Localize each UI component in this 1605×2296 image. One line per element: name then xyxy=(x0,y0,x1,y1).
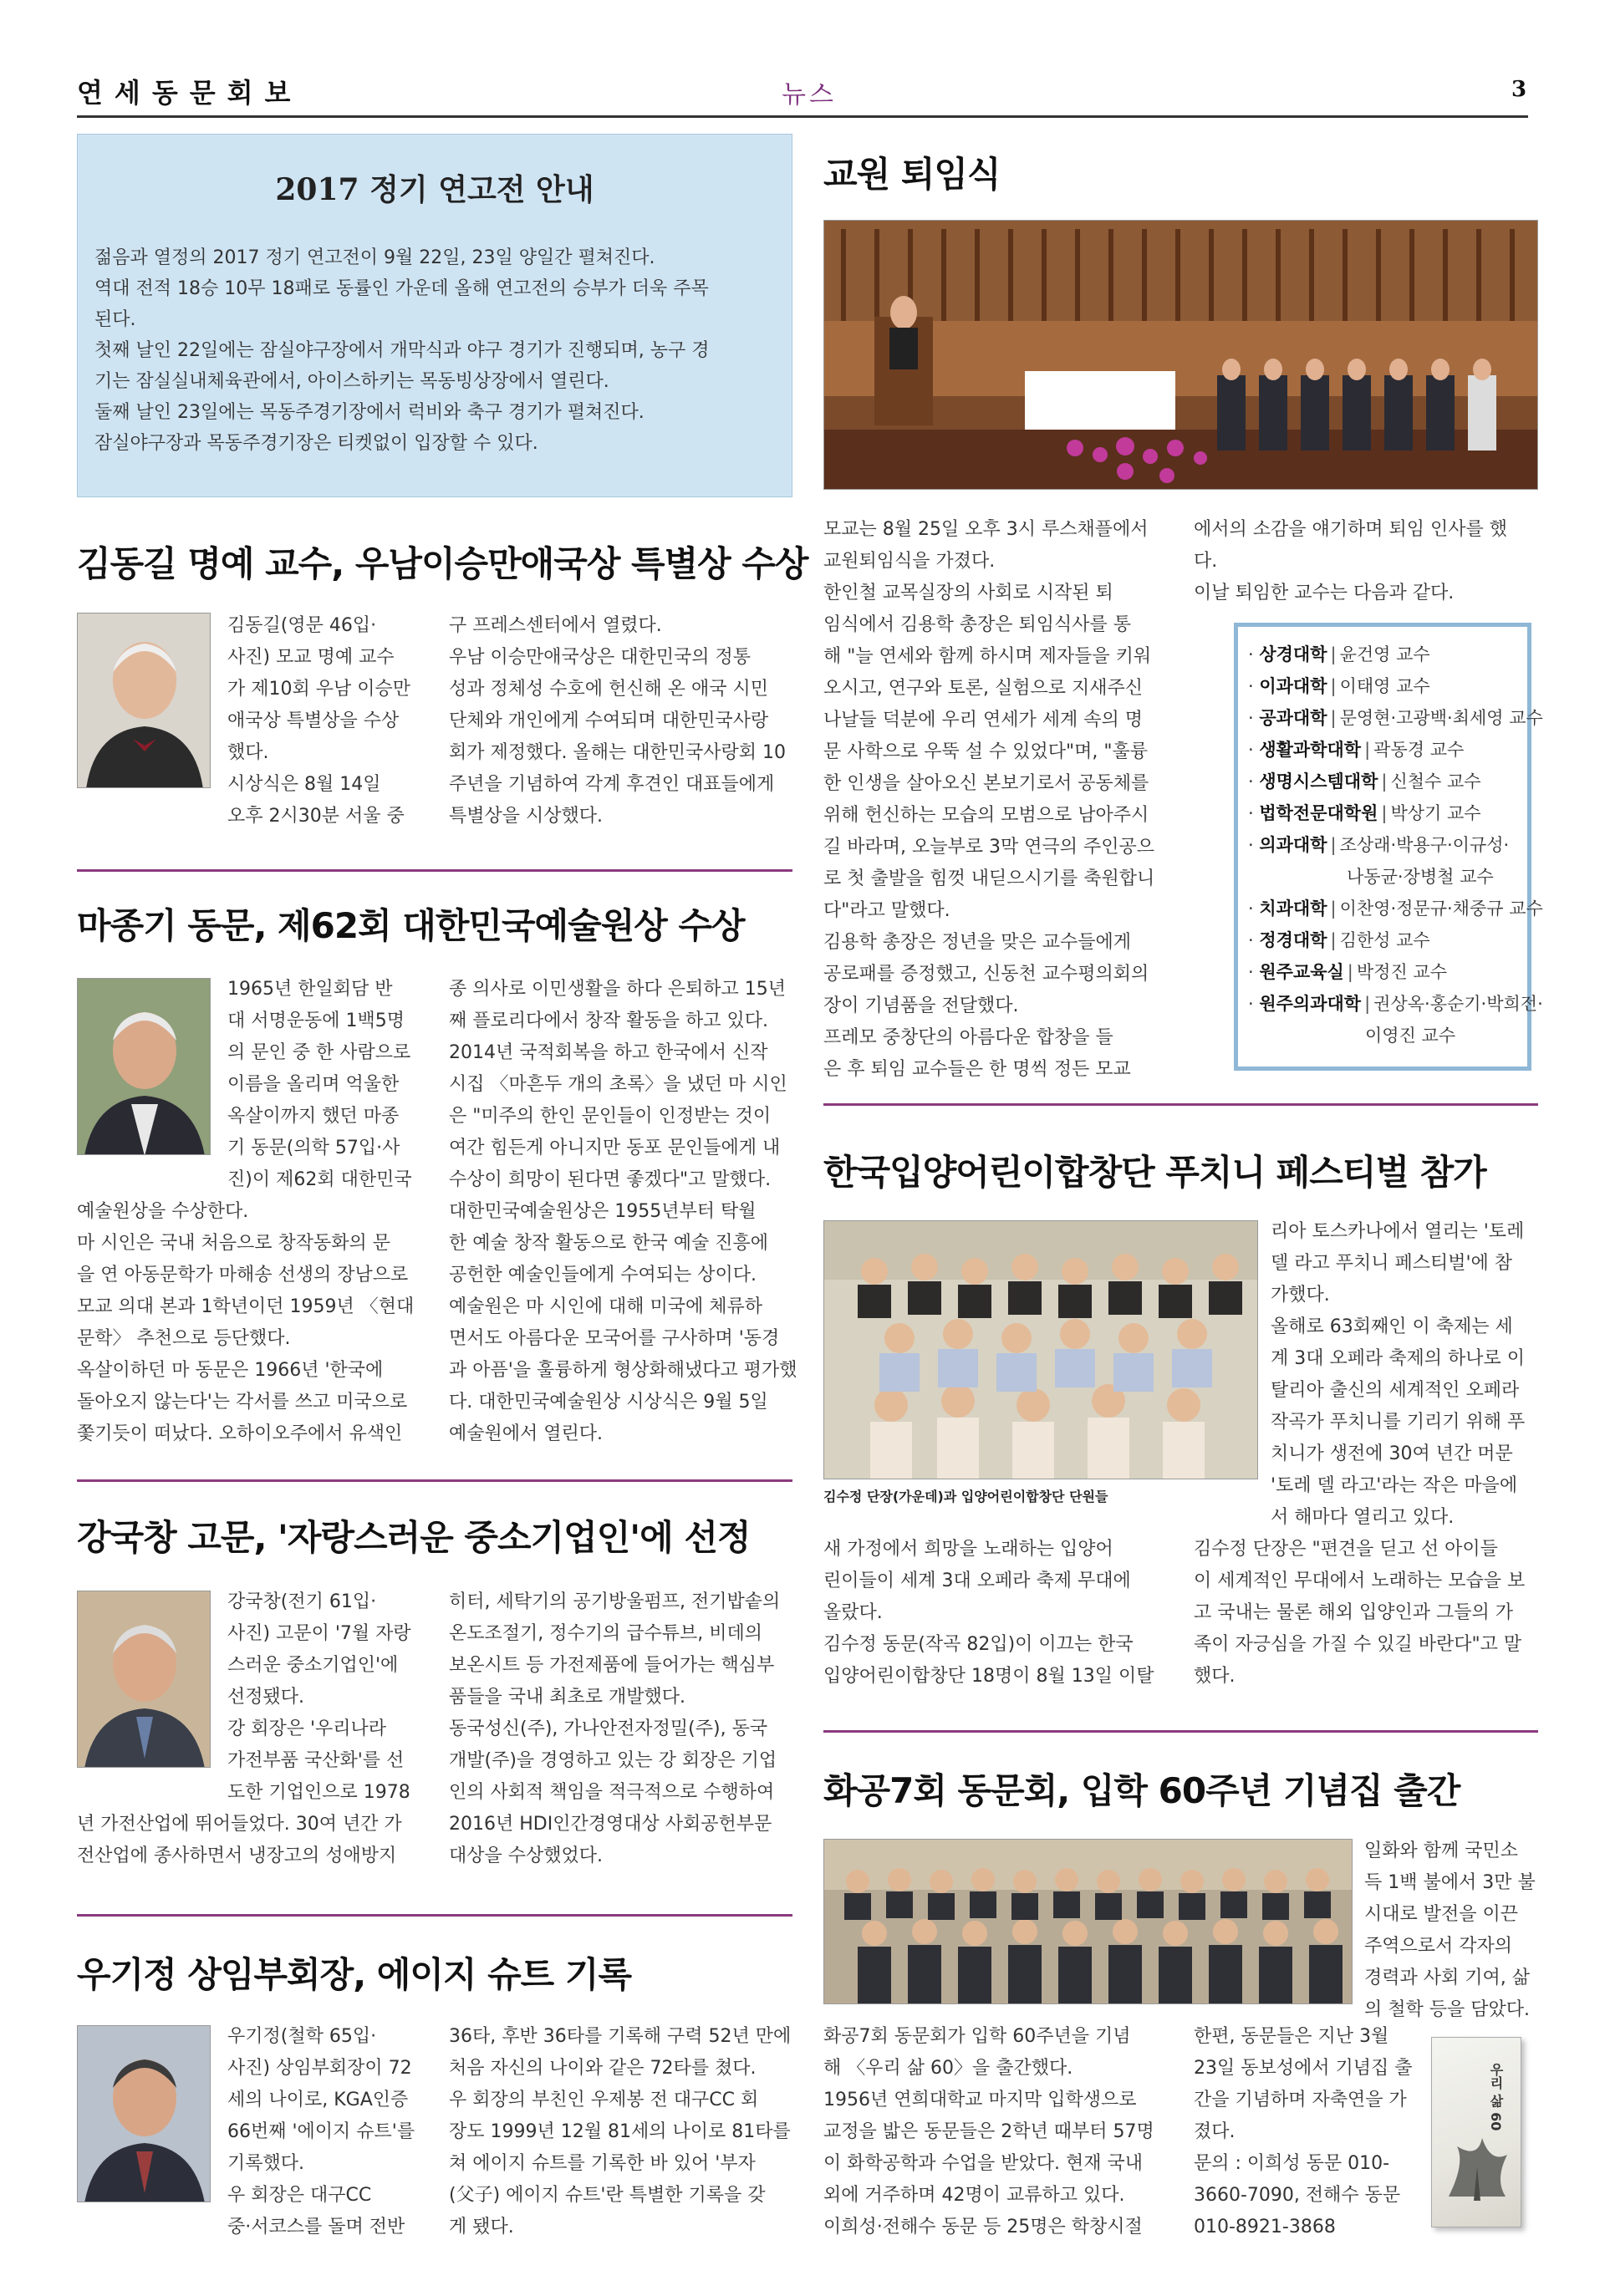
retiree-row: · 치과대학 | 이찬영·정문규·채중규 교수 xyxy=(1248,899,1543,919)
article-line: 1965년 한일회담 반 xyxy=(227,979,393,1000)
notice-line: 잠실야구장과 목동주경기장은 티켓없이 입장할 수 있다. xyxy=(94,433,538,454)
article-line: 경력과 사회 기여, 삶 xyxy=(1364,1968,1530,1988)
article-line: 스러운 중소기업인'에 xyxy=(227,1655,399,1676)
article-headline: 강국창 고문, '자랑스러운 중소기업인'에 선정 xyxy=(77,1517,751,1558)
article-line: 사진) 고문이 '7월 자랑 xyxy=(227,1623,411,1644)
article-line: 품들을 국내 최초로 개발했다. xyxy=(449,1687,685,1708)
article-line: 작곡가 푸치니를 기리기 위해 푸 xyxy=(1271,1412,1526,1433)
article-line: 예술원상을 수상한다. xyxy=(77,1201,249,1222)
article-column xyxy=(449,2021,800,2243)
group-image xyxy=(824,1840,1353,2004)
article-line: 옥살이까지 했던 마종 xyxy=(227,1106,400,1127)
article-line: 우 회장은 대구CC xyxy=(227,2185,372,2206)
article-line: 2014년 국적회복을 하고 한국에서 신작 xyxy=(449,1042,768,1063)
article-line: 애국상 특별상을 수상 xyxy=(227,710,400,731)
article-line: 기 동문(의학 57입·사 xyxy=(227,1138,400,1158)
article-column xyxy=(823,1534,1174,1693)
notice-line: 둘째 날인 23일에는 목동주경기장에서 럭비와 축구 경기가 펼쳐진다. xyxy=(94,402,645,423)
notice-line: 역대 전적 18승 10무 18패로 동률인 가운데 올해 연고전의 승부가 더욱 주목 xyxy=(94,278,709,299)
article-line: 탈리아 출신의 세계적인 오페라 xyxy=(1271,1380,1520,1401)
article-line: 도한 기업인으로 1978 xyxy=(227,1782,410,1803)
article-line: 보온시트 등 가전제품에 들어가는 핵심부 xyxy=(449,1655,775,1676)
article-line: 시상식은 8월 14일 xyxy=(227,774,381,795)
retiree-college: 생활과학대학 xyxy=(1259,740,1362,760)
book-cover xyxy=(1431,2037,1521,2227)
article-line: 대 서명운동에 1백5명 xyxy=(227,1011,405,1031)
article-line: 우기정(철학 65입· xyxy=(227,2026,377,2047)
retiree-row xyxy=(1248,1020,1517,1051)
article-line: 김수정 동문(작곡 82입)이 이끄는 한국 xyxy=(823,1634,1134,1655)
article-line: 여간 힘든게 아니지만 동포 문인들에게 내 xyxy=(449,1138,781,1158)
article-line: 사진) 모교 명예 교수 xyxy=(227,647,395,668)
article-line: 모교는 8월 25일 오후 3시 루스채플에서 xyxy=(823,519,1149,540)
article-line: 종 의사로 이민생활을 하다 은퇴하고 15년 xyxy=(449,979,786,1000)
article-line: 교정을 밟은 동문들은 2학년 때부터 57명 xyxy=(823,2121,1154,2142)
retiree-names: 신철수 교수 xyxy=(1390,771,1481,792)
article-line: 게 됐다. xyxy=(449,2217,514,2237)
article-line: 구 프레스센터에서 열렸다. xyxy=(449,615,662,636)
retiree-row xyxy=(1248,861,1517,893)
article-line: 주년을 기념하여 각계 후견인 대표들에게 xyxy=(449,774,775,795)
portrait-image xyxy=(78,979,211,1155)
article-line: 임식에서 김용학 총장은 퇴임식사를 통 xyxy=(823,614,1132,635)
article-line: 득 1백 불에서 3만 불 xyxy=(1364,1872,1536,1893)
article-column xyxy=(227,974,428,1196)
article-line: 에서의 소감을 얘기하며 퇴임 인사를 했 xyxy=(1194,519,1507,540)
article-column xyxy=(1194,1534,1536,1693)
notice-body xyxy=(94,242,775,459)
article-line: 돌아오지 않는다'는 각서를 쓰고 미국으로 xyxy=(77,1392,408,1413)
section-divider xyxy=(77,1914,792,1917)
article-line: 한 예술 창작 활동으로 한국 예술 진흥에 xyxy=(449,1233,768,1254)
article-line: 옥살이하던 마 동문은 1966년 '한국에 xyxy=(77,1360,384,1381)
article-line: 공헌한 예술인들에게 수여되는 상이다. xyxy=(449,1265,757,1285)
retiree-names: 조상래·박용구·이규성· xyxy=(1339,835,1510,855)
article-line: 외에 거주하며 42명이 교류하고 있다. xyxy=(823,2185,1125,2206)
article-line: 년 가전산업에 뛰어들었다. 30여 년간 가 xyxy=(77,1814,402,1835)
article-line: 010-8921-3868 xyxy=(1194,2217,1336,2237)
section-divider xyxy=(77,1479,792,1482)
retiree-names: 이찬영·정문규·채중규 교수 xyxy=(1339,899,1543,919)
article-line: 인의 사회적 책임을 적극적으로 수행하여 xyxy=(449,1782,775,1803)
retiree-row: · 원주교육실 | 박정진 교수 xyxy=(1248,962,1447,982)
article-line: 회가 제정했다. 올해는 대한민국사랑회 10 xyxy=(449,742,786,763)
article-line: 입양어린이합창단 18명이 8월 13일 이탈 xyxy=(823,1666,1154,1687)
article-headline: 우기정 상임부회장, 에이지 슈트 기록 xyxy=(77,1954,632,1995)
article-line: 특별상을 시상했다. xyxy=(449,806,604,827)
retiree-row: · 공과대학 | 문영현·고광백·최세영 교수 xyxy=(1248,708,1543,728)
article-line: 동국성신(주), 가나안전자정밀(주), 동국 xyxy=(449,1718,768,1739)
article-headline: 김동길 명예 교수, 우남이승만애국상 특별상 수상 xyxy=(77,543,808,584)
article-line: 한 인생을 살아오신 본보기로서 공동체를 xyxy=(823,773,1149,794)
article-line: 이 세계적인 무대에서 노래하는 모습을 보 xyxy=(1194,1571,1526,1591)
article-line: 3660-7090, 전해수 동문 xyxy=(1194,2185,1401,2206)
notice-line: 기는 잠실실내체육관에서, 아이스하키는 목동빙상장에서 열린다. xyxy=(94,371,609,392)
section-divider xyxy=(823,1103,1538,1106)
retiree-college: 생명시스템대학 xyxy=(1259,771,1378,792)
retiree-row: · 생명시스템대학 | 신철수 교수 xyxy=(1248,771,1481,792)
article-line: 선정됐다. xyxy=(227,1687,305,1708)
article-line: 의 철학 등을 담았다. xyxy=(1364,1999,1530,2020)
article-line: 델 라고 푸치니 페스티벌'에 참 xyxy=(1271,1253,1513,1274)
article-line: 이날 퇴임한 교수는 다음과 같다. xyxy=(1194,583,1455,603)
article-line: 1956년 연희대학교 마지막 입학생으로 xyxy=(823,2090,1137,2110)
portrait-image xyxy=(78,613,211,788)
article-line: 쳐 에이지 슈트를 기록한 바 있어 '부자 xyxy=(449,2153,756,2174)
retiree-names: 김한성 교수 xyxy=(1339,930,1430,950)
retiree-names: 이영진 교수 xyxy=(1365,1026,1456,1046)
article-line: 은 후 퇴임 교수들은 한 명씩 정든 모교 xyxy=(823,1059,1131,1080)
article-line: 히터, 세탁기의 공기방울펌프, 전기밥솥의 xyxy=(449,1591,781,1612)
retiree-college: 원주의과대학 xyxy=(1259,994,1362,1014)
article-line: 예술원은 마 시인에 대해 미국에 체류하 xyxy=(449,1296,762,1317)
article-line: 강 회장은 '우리나라 xyxy=(227,1718,387,1739)
article-column xyxy=(77,1809,428,1872)
article-line: 오후 2시30분 서울 중 xyxy=(227,806,405,827)
notice-line: 첫째 날인 22일에는 잠실야구장에서 개막식과 야구 경기가 진행되며, 농구 경 xyxy=(94,340,710,361)
article-line: 쫓기듯이 떠났다. 오하이오주에서 유색인 xyxy=(77,1423,403,1444)
article-column xyxy=(227,1586,428,1809)
article-line: 서 해마다 열리고 있다. xyxy=(1271,1507,1455,1528)
article-line: 교원퇴임식을 가졌다. xyxy=(823,551,996,572)
article-line: 진)이 제62회 대한민국 xyxy=(227,1169,412,1190)
retiree-college: 공과대학 xyxy=(1259,708,1327,728)
article-line: 66번째 '에이지 슈트'를 xyxy=(227,2121,415,2142)
retiree-college: 의과대학 xyxy=(1259,835,1327,855)
choir-image xyxy=(824,1221,1258,1479)
article-line: 23일 동보성에서 기념집 출 xyxy=(1194,2058,1413,2079)
portrait-photo xyxy=(77,613,211,788)
article-line: 공로패를 증정했고, 신동천 교수평의회의 xyxy=(823,964,1149,985)
article-line: 가했다. xyxy=(1271,1285,1330,1306)
article-line: 졌다. xyxy=(1194,2121,1236,2142)
article-line: 가전부품 국산화'를 선 xyxy=(227,1750,405,1771)
article-column xyxy=(1271,1216,1538,1534)
portrait-photo xyxy=(77,978,211,1155)
article-line: 기록했다. xyxy=(227,2153,305,2174)
article-headline: 한국입양어린이합창단 푸치니 페스티벌 참가 xyxy=(823,1152,1486,1193)
header-rule xyxy=(77,115,1528,118)
retiree-row: · 생활과학대학 | 곽동경 교수 xyxy=(1248,740,1465,760)
retiree-row: · 정경대학 | 김한성 교수 xyxy=(1248,930,1430,950)
article-line: 리아 토스카나에서 열리는 '토레 xyxy=(1271,1221,1525,1242)
article-line: 로 첫 출발을 힘껏 내딛으시기를 축원합니 xyxy=(823,868,1155,889)
article-line: 올랐다. xyxy=(823,1602,883,1623)
retiree-names: 박정진 교수 xyxy=(1356,962,1447,982)
article-line: 해 "늘 연세와 함께 하시며 제자들을 키워 xyxy=(823,646,1152,667)
article-column xyxy=(77,1196,428,1450)
page-number: 3 xyxy=(1511,77,1527,102)
article-line: 새 가정에서 희망을 노래하는 입양어 xyxy=(823,1539,1113,1560)
article-column xyxy=(1194,514,1536,609)
article-line: 린이들이 세계 3대 오페라 축제 무대에 xyxy=(823,1571,1131,1591)
article-line: 마 시인은 국내 처음으로 창작동화의 문 xyxy=(77,1233,390,1254)
article-headline: 교원 퇴임식 xyxy=(823,154,1001,195)
article-column xyxy=(449,1586,800,1872)
article-line: 을 연 아동문학가 마해송 선생의 장남으로 xyxy=(77,1265,409,1285)
article-line: 문학〉 추천으로 등단했다. xyxy=(77,1328,291,1349)
article-line: 우 회장의 부친인 우제봉 전 대구CC 회 xyxy=(449,2090,759,2110)
article-line: 째 플로리다에서 창작 활동을 하고 있다. xyxy=(449,1011,768,1031)
article-line: 문의 : 이희성 동문 010- xyxy=(1194,2153,1390,2174)
article-line: (父子) 에이지 슈트'란 특별한 기록을 갖 xyxy=(449,2185,766,2206)
notice-box xyxy=(77,134,792,497)
retiree-college: 이과대학 xyxy=(1259,676,1327,696)
article-line: 장도 1999년 12월 81세의 나이로 81타를 xyxy=(449,2121,791,2142)
article-line: 면서도 아름다운 모국어를 구사하며 '동경 xyxy=(449,1328,780,1349)
section-label: 뉴스 xyxy=(782,80,837,109)
article-line: 과 아픔'을 훌륭하게 형상화해냈다고 평가했 xyxy=(449,1360,797,1381)
article-line: 세의 나이로, KGA인증 xyxy=(227,2090,409,2110)
portrait-photo xyxy=(77,2025,211,2202)
retiree-names: 권상옥·홍순기·박희전· xyxy=(1373,994,1543,1014)
article-line: 김용학 총장은 정년을 맞은 교수들에게 xyxy=(823,932,1132,953)
article-column xyxy=(823,514,1174,1086)
article-line: 해 〈우리 삶 60〉을 출간했다. xyxy=(823,2058,1073,2079)
retiree-college: 법학전문대학원 xyxy=(1259,803,1378,823)
article-line: 일화와 함께 국민소 xyxy=(1364,1840,1519,1861)
portrait-image xyxy=(78,2026,211,2202)
article-line: 이 화학공학과 수업을 받았다. 현재 국내 xyxy=(823,2153,1143,2174)
article-line: 한편, 동문들은 지난 3월 xyxy=(1194,2026,1389,2047)
article-headline: 화공7회 동문회, 입학 60주년 기념집 출간 xyxy=(823,1770,1460,1811)
retiree-row: · 법학전문대학원 | 박상기 교수 xyxy=(1248,803,1481,823)
article-column xyxy=(823,2021,1174,2243)
retiree-college: 원주교육실 xyxy=(1259,962,1344,982)
notice-line: 젊음과 열정의 2017 정기 연고전이 9월 22일, 23일 양일간 펼쳐진다. xyxy=(94,247,655,268)
retiree-row: · 이과대학 | 이태영 교수 xyxy=(1248,676,1430,696)
retiree-college: 치과대학 xyxy=(1259,899,1327,919)
retiree-row: · 상경대학 | 윤건영 교수 xyxy=(1248,644,1430,664)
article-line: 시집 〈마흔두 개의 초록〉을 냈던 마 시인 xyxy=(449,1074,787,1095)
article-line: 나날들 덕분에 우리 연세가 세계 속의 명 xyxy=(823,710,1143,731)
article-line: 올해로 63회째인 이 축제는 세 xyxy=(1271,1316,1513,1337)
article-line: 모교 의대 본과 1학년이던 1959년 〈현대 xyxy=(77,1296,415,1317)
retiree-names: 윤건영 교수 xyxy=(1339,644,1430,664)
retiree-row: · 의과대학 | 조상래·박용구·이규성· xyxy=(1248,835,1510,855)
retiree-names: 이태영 교수 xyxy=(1339,676,1430,696)
article-line: 단체와 개인에게 수여되며 대한민국사랑 xyxy=(449,710,769,731)
article-line: 수상이 희망이 된다면 좋겠다"고 말했다. xyxy=(449,1169,772,1190)
article-line: 36타, 후반 36타를 기록해 구력 52년 만에 xyxy=(449,2026,792,2047)
retiree-college: 상경대학 xyxy=(1259,644,1327,664)
article-line: 주역으로서 각자의 xyxy=(1364,1936,1513,1957)
ceremony-photo xyxy=(823,220,1538,490)
article-line: 성과 정체성 수호에 헌신해 온 애국 시민 xyxy=(449,679,768,700)
article-line: 2016년 HDI인간경영대상 사회공헌부문 xyxy=(449,1814,772,1835)
article-line: 대상을 수상했었다. xyxy=(449,1845,604,1866)
article-column xyxy=(449,610,800,832)
retiree-list-box xyxy=(1234,623,1543,1071)
article-line: 위해 헌신하는 모습의 모범으로 남아주시 xyxy=(823,805,1149,826)
article-line: 시대로 발전을 이끈 xyxy=(1364,1904,1519,1925)
article-line: 김수정 단장은 "편견을 딛고 선 아이들 xyxy=(1194,1539,1498,1560)
article-line: 사진) 상임부회장이 72 xyxy=(227,2058,412,2079)
article-line: 온도조절기, 정수기의 급수튜브, 비데의 xyxy=(449,1623,762,1644)
book-title: 우리 삶 60 xyxy=(1488,2063,1504,2131)
article-line: 대한민국예술원상은 1955년부터 탁월 xyxy=(449,1201,757,1222)
article-line: 간을 기념하며 자축연을 가 xyxy=(1194,2090,1407,2110)
article-line: 했다. xyxy=(227,742,269,763)
masthead: 연세동문회보 xyxy=(77,77,303,109)
article-line: 다. xyxy=(1194,551,1218,572)
article-line: 화공7회 동문회가 입학 60주년을 기념 xyxy=(823,2026,1131,2047)
article-line: 프레모 중창단의 아름다운 합창을 들 xyxy=(823,1027,1113,1048)
article-line: 전산업에 종사하면서 냉장고의 성애방지 xyxy=(77,1845,397,1866)
article-column xyxy=(1364,1835,1540,2026)
article-line: 다. 대한민국예술원상 시상식은 9월 5일 xyxy=(449,1392,768,1413)
group-photo xyxy=(823,1839,1353,2004)
article-line: 족이 자긍심을 가질 수 있길 바란다"고 말 xyxy=(1194,1634,1522,1655)
photo-caption: 김수정 단장(가운데)과 입양어린이합창단 단원들 xyxy=(823,1489,1108,1504)
article-column xyxy=(449,974,800,1450)
article-line: 문 사학으로 우뚝 설 수 있었다"며, "훌륭 xyxy=(823,741,1148,762)
article-line: 오시고, 연구와 토론, 실험으로 지새주신 xyxy=(823,678,1143,699)
article-line: 했다. xyxy=(1194,1666,1236,1687)
choir-photo xyxy=(823,1220,1258,1479)
article-line: 김동길(영문 46입· xyxy=(227,615,377,636)
retiree-row: · 원주의과대학 | 권상옥·홍순기·박희전· xyxy=(1248,994,1543,1014)
article-line: 예술원에서 열린다. xyxy=(449,1423,604,1444)
article-line: 처음 자신의 나이와 같은 72타를 쳤다. xyxy=(449,2058,757,2079)
notice-line: 된다. xyxy=(94,309,136,330)
article-line: 은 "미주의 한인 문인들이 인정받는 것이 xyxy=(449,1106,772,1127)
article-line: 치니가 생전에 30여 년간 머문 xyxy=(1271,1443,1513,1464)
article-line: 한인철 교목실장의 사회로 시작된 퇴 xyxy=(823,583,1113,603)
article-column xyxy=(1194,2021,1424,2243)
ceremony-image xyxy=(824,221,1538,490)
portrait-image xyxy=(78,1591,211,1768)
retiree-names: 나동균·장병철 교수 xyxy=(1347,867,1494,887)
section-divider xyxy=(77,869,792,872)
article-line: 의 문인 중 한 사람으로 xyxy=(227,1042,411,1063)
section-divider xyxy=(823,1730,1538,1733)
article-line: 개발(주)을 경영하고 있는 강 회장은 기업 xyxy=(449,1750,777,1771)
retiree-college: 정경대학 xyxy=(1259,930,1327,950)
article-column xyxy=(227,2021,428,2243)
article-headline: 마종기 동문, 제62회 대한민국예술원상 수상 xyxy=(77,905,745,946)
article-line: 우남 이승만애국상은 대한민국의 정통 xyxy=(449,647,752,668)
article-line: 가 제10회 우남 이승만 xyxy=(227,679,410,700)
article-line: 중·서코스를 돌며 전반 xyxy=(227,2217,405,2237)
article-line: 강국창(전기 61입· xyxy=(227,1591,377,1612)
retiree-names: 곽동경 교수 xyxy=(1373,740,1465,760)
retiree-names: 박상기 교수 xyxy=(1390,803,1481,823)
article-column xyxy=(227,610,428,832)
portrait-photo xyxy=(77,1591,211,1768)
article-line: 장이 기념품을 전달했다. xyxy=(823,995,1019,1016)
article-line: 길 바라며, 오늘부로 3막 연극의 주인공으 xyxy=(823,837,1154,858)
article-line: 이희성·전해수 동문 등 25명은 학창시절 xyxy=(823,2217,1143,2237)
book-tree-illustration xyxy=(1440,2130,1514,2205)
article-line: 고 국내는 물론 해외 입양인과 그들의 가 xyxy=(1194,1602,1513,1623)
notice-title: 2017 정기 연고전 안내 xyxy=(275,172,594,207)
article-line: '토레 델 라고'라는 작은 마을에 xyxy=(1271,1475,1518,1496)
retiree-names: 문영현·고광백·최세영 교수 xyxy=(1339,708,1543,728)
article-line: 다"라고 말했다. xyxy=(823,900,950,921)
article-line: 계 3대 오페라 축제의 하나로 이 xyxy=(1271,1348,1525,1369)
article-line: 이름을 올리며 억울한 xyxy=(227,1074,400,1095)
